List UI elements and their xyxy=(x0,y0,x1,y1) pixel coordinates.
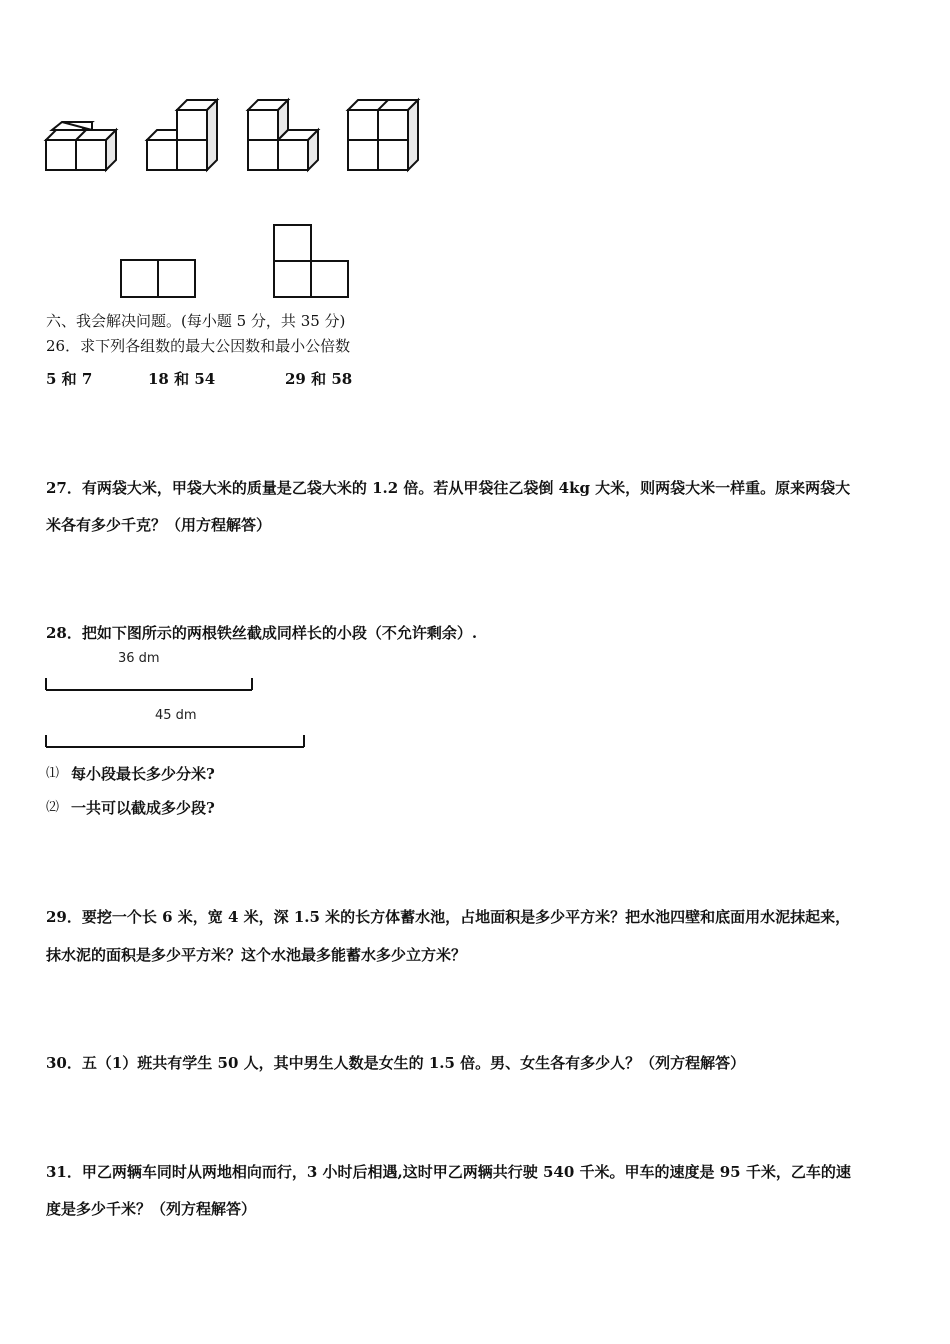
q28-sub-1: 每小段最长多少分米? xyxy=(71,765,215,783)
wire-2-segment xyxy=(44,733,308,749)
cube-figure-1 xyxy=(44,118,124,174)
cube-figure-2 xyxy=(145,98,225,174)
question-28: 28．把如下图所示的两根铁丝截成同样长的小段（不允许剩余）. xyxy=(46,624,478,642)
question-31-line-2: 度是多少千米？（列方程解答） xyxy=(46,1200,257,1218)
view-figure-l-shape xyxy=(273,224,353,300)
question-31-line-1: 31．甲乙两辆车同时从两地相向而行，3 小时后相遇,这时甲乙两辆共行驶 540 千米。甲车的速度是 95 千米，乙车的速 xyxy=(46,1163,851,1181)
q26-pair-2: 18 和 54 xyxy=(148,370,216,388)
q28-sub-2: 一共可以截成多少段? xyxy=(71,799,215,817)
q26-pair-3: 29 和 58 xyxy=(285,370,353,388)
q26-pair-1: 5 和 7 xyxy=(46,370,93,388)
cube-figure-3 xyxy=(246,98,326,174)
question-29-line-2: 抹水泥的面积是多少平方米？这个水池最多能蓄水多少立方米？ xyxy=(46,946,467,964)
question-29-line-1: 29．要挖一个长 6 米，宽 4 米，深 1.5 米的长方体蓄水池，占地面积是多少平方米？把水池四壁和底面用水泥抹起来， xyxy=(46,908,851,926)
question-30: 30．五（1）班共有学生 50 人，其中男生人数是女生的 1.5 倍。男、女生各有多少人？（列方程解答） xyxy=(46,1054,746,1072)
section-heading: 六、我会解决问题。(每小题 5 分，共 35 分) xyxy=(46,312,346,330)
wire-1-segment xyxy=(44,676,256,692)
question-26: 26．求下列各组数的最大公因数和最小公倍数 xyxy=(46,337,351,355)
q28-sub-2-number: ⑵ xyxy=(46,800,60,815)
cube-figure-4 xyxy=(346,98,426,174)
wire-1-label: 36 dm xyxy=(118,651,160,666)
view-figure-two-squares xyxy=(120,259,200,299)
question-27-line-2: 米各有多少千克？（用方程解答） xyxy=(46,516,272,534)
wire-2-label: 45 dm xyxy=(155,708,197,723)
question-27-line-1: 27．有两袋大米，甲袋大米的质量是乙袋大米的 1.2 倍。若从甲袋往乙袋倒 4kg 大米，则两袋大米一样重。原来两袋大 xyxy=(46,479,851,497)
q28-sub-1-number: ⑴ xyxy=(46,766,60,781)
